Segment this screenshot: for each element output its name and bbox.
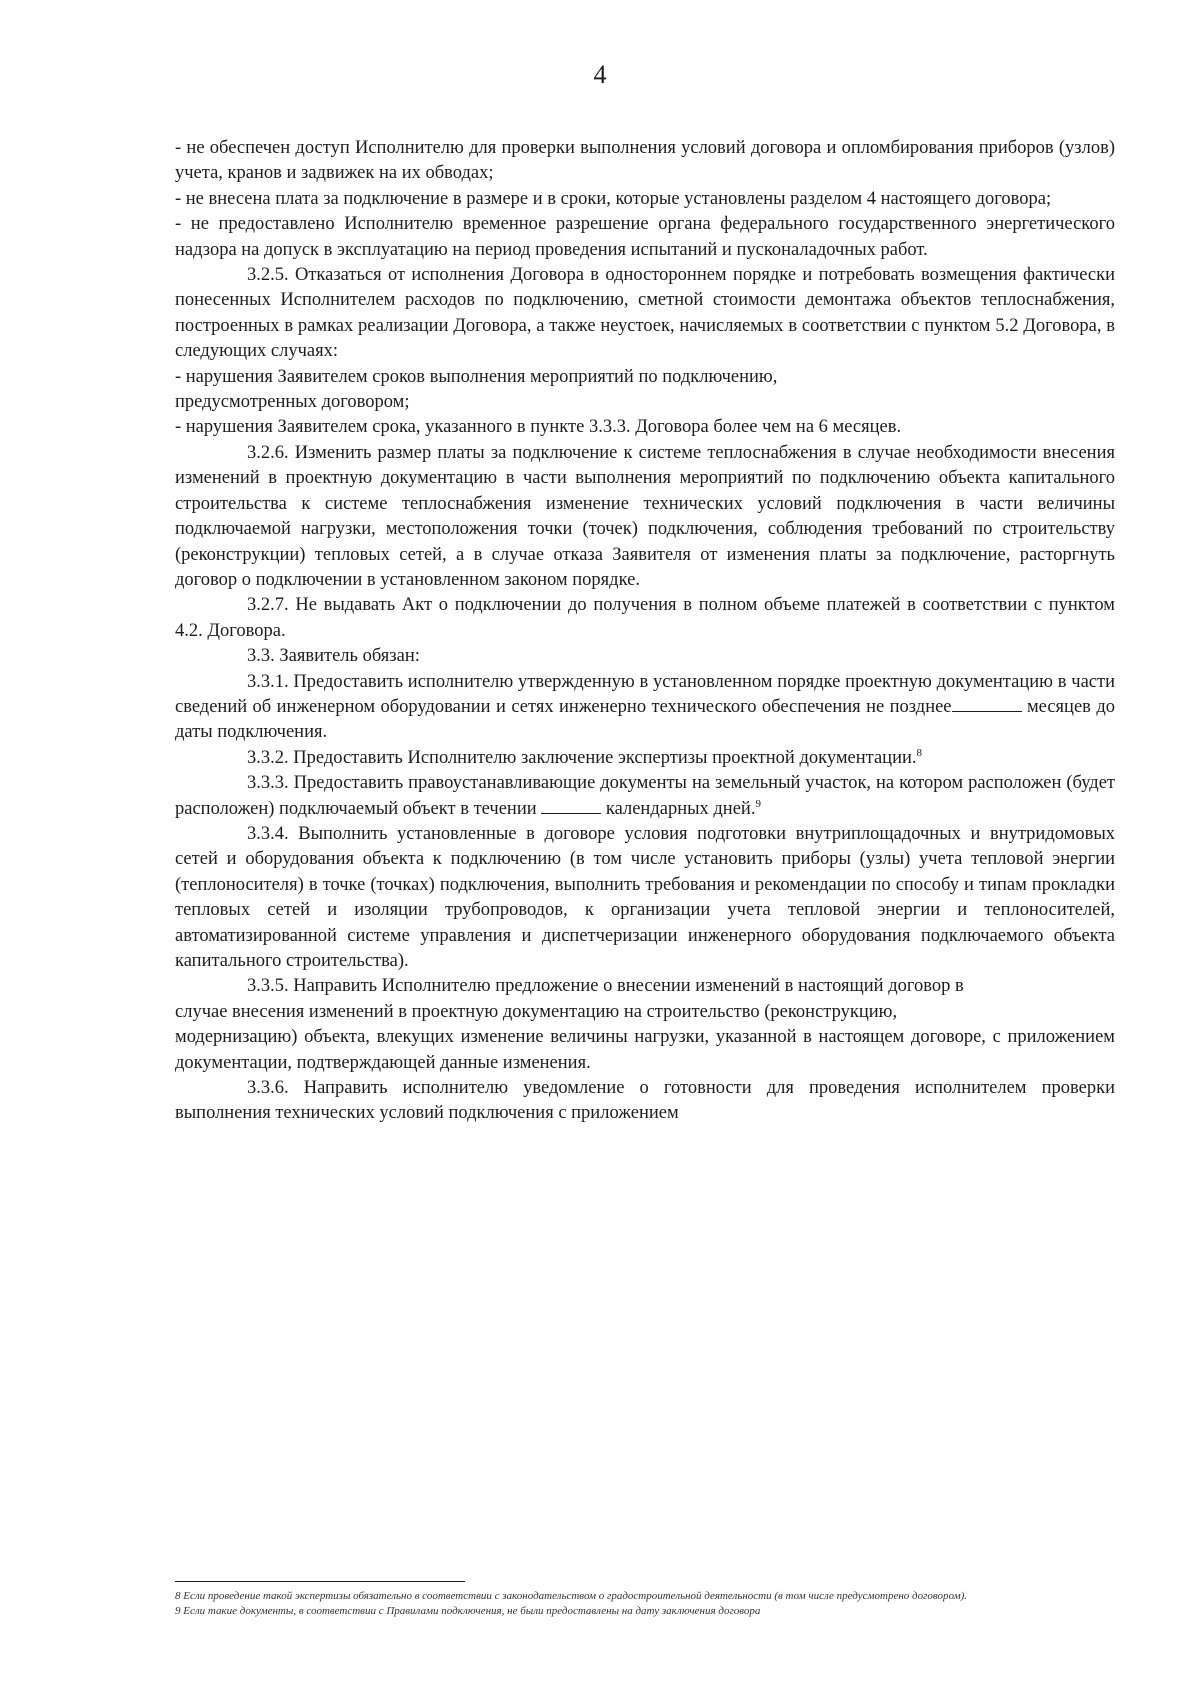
clause-3-3-1-text: 3.3.1. Предоставить исполнителю утвержденную в установленном порядке проектную документацию в части сведений об инженерном оборудовании и сетях инженерно технического обеспечения не позднее: [175, 671, 1115, 717]
footnote-8: 8 Если проведение такой экспертизы обязательно в соответствии с законодательством о градостроительной деятельности (в том числе предусмотрено договором).: [175, 1590, 968, 1602]
days-blank-field: [541, 799, 601, 814]
footnote-ref-8: 8: [916, 746, 923, 759]
paragraph-no-access: - не обеспечен доступ Исполнителю для проверки выполнения условий договора и опломбирования приборов (узлов) учета, кранов и задвижек на их обводах;: [175, 138, 1115, 184]
clause-3-3-6: 3.3.6. Направить исполнителю уведомление о готовности для проведения исполнителем проверки выполнения технических условий подключения с приложением: [175, 1078, 1115, 1124]
clause-3-3-1: [175, 670, 1115, 746]
clause-3-3-5-end: модернизацию) объекта, влекущих изменение величины нагрузки, указанной в настоящем договоре, с приложением документации, подтверждающей данные изменения.: [175, 1027, 1115, 1073]
paragraph-no-payment: - не внесена плата за подключение в размере и в сроки, которые установлены разделом 4 настоящего договора;: [175, 188, 1052, 209]
months-blank-field: [952, 697, 1022, 712]
clause-3-3-heading: 3.3. Заявитель обязан:: [247, 646, 420, 667]
clause-3-3-4: 3.3.4. Выполнить установленные в договоре условия подготовки внутриплощадочных и внутридомовых сетей и оборудования объекта к подключению (в том числе установить приборы (узлы) учета тепловой энергии (теплоносителя) в точке (точках) подключения, выполнить требования и рекомендации по способу и типам прокладки тепловых сетей и изоляции трубопроводов, к организации учета тепловой энергии и теплоносителей, автоматизированной системе управления и диспетчеризации инженерного оборудования подключаемого объекта капитального строительства).: [175, 823, 1115, 971]
clause-3-3-1-tail: месяцев до даты подключения.: [175, 696, 1115, 743]
footnote-9: 9 Если такие документы, в соответствии с Правилами подключения, не были предоставлены на дату заключения договора: [175, 1605, 761, 1617]
clause-3-3-5: 3.3.5. Направить Исполнителю предложение о внесении изменений в настоящий договор в: [247, 976, 964, 997]
clause-3-2-6: 3.2.6. Изменить размер платы за подключение к системе теплоснабжения в случае необходимости внесения изменений в проектную документацию в части выполнения мероприятий по подключению объекта капитального строительства к системе теплоснабжения изменение технических условий подключения в части величины подключаемой нагрузки, местоположения точки (точек) подключения, соблюдения требований по строительству (реконструкции) тепловых сетей, а в случае отказа Заявителя от изменения платы за подключение, расторгнуть договор о подключении в установленном законом порядке.: [175, 442, 1115, 590]
paragraph-no-permit: - не предоставлено Исполнителю временное разрешение органа федерального государственного энергетического надзора на допуск в эксплуатацию на период проведения испытаний и пусконаладочных работ.: [175, 214, 1115, 260]
clause-3-3-5-cont: случае внесения изменений в проектную документацию на строительство (реконструкцию,: [175, 1001, 898, 1022]
clause-3-3-3-text: 3.3.3. Предоставить правоустанавливающие документы на земельный участок, на котором расположен (будет расположен) подключаемый объект в течении: [175, 773, 1115, 819]
clause-3-2-7: 3.2.7. Не выдавать Акт о подключении до получения в полном объеме платежей в соответствии с пунктом 4.2. Договора.: [175, 595, 1115, 641]
footnote-divider: [175, 1581, 465, 1582]
clause-3-3-3: [175, 771, 1115, 822]
clause-3-3-3-tail: календарных дней.: [601, 798, 756, 819]
paragraph-term-violation: - нарушения Заявителем срока, указанного в пункте 3.3.3. Договора более чем на 6 месяцев.: [175, 417, 902, 438]
footnote-ref-9: 9: [755, 797, 761, 810]
document-body: [175, 136, 1115, 1127]
footnotes: [175, 1589, 1105, 1619]
clause-3-2-5: 3.2.5. Отказаться от исполнения Договора в одностороннем порядке и потребовать возмещения фактически понесенных Исполнителем расходов по подключению, сметной стоимости демонтажа объектов теплоснабжения, построенных в рамках реализации Договора, а также неустоек, начисляемых в соответствии с пунктом 5.2 Договора, в следующих случаях:: [175, 265, 1115, 362]
clause-3-3-2-text: 3.3.2. Предоставить Исполнителю заключение экспертизы проектной документации.: [247, 747, 917, 768]
page-number: 4: [593, 60, 607, 89]
paragraph-deadline-violation-cont: предусмотренных договором;: [175, 392, 410, 413]
clause-3-3-2: [175, 746, 1115, 771]
paragraph-deadline-violation: - нарушения Заявителем сроков выполнения мероприятий по подключению,: [175, 366, 778, 387]
